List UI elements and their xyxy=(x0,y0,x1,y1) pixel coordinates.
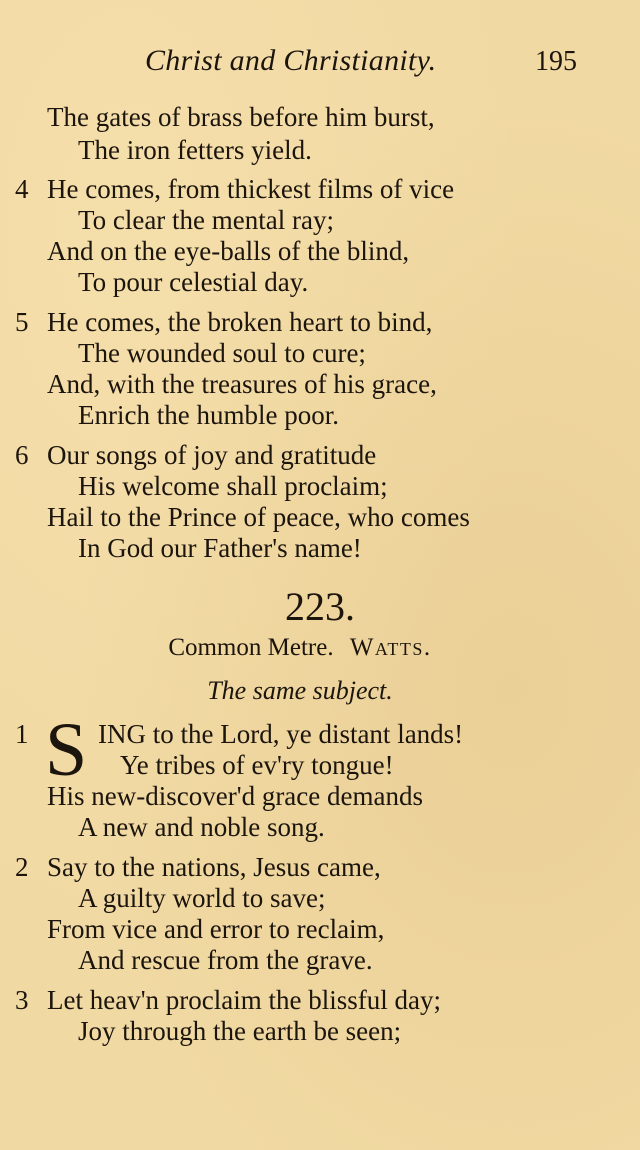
verse-line: Let heav'n proclaim the blissful day; xyxy=(47,985,442,1015)
stanza-number: 3 xyxy=(15,985,29,1015)
stanza-number: 2 xyxy=(15,852,29,882)
hymn-number: 223. xyxy=(285,584,355,629)
stanza-number: 1 xyxy=(15,719,29,749)
verse-line: Hail to the Prince of peace, who comes xyxy=(47,502,470,532)
running-header xyxy=(0,44,640,84)
verse-line: A guilty world to save; xyxy=(78,883,326,913)
hymn-subject: The same subject. xyxy=(207,676,393,705)
verse-line: He comes, the broken heart to bind, xyxy=(47,307,433,337)
verse-line: He comes, from thickest films of vice xyxy=(47,174,455,204)
hymn-meta xyxy=(0,632,600,664)
verse-line: And, with the treasures of his grace, xyxy=(47,369,437,399)
verse-line: His new-discover'd grace demands xyxy=(47,781,423,811)
hymn-meter: Common Metre. xyxy=(168,634,334,661)
hymn-author: Watts. xyxy=(349,634,432,661)
verse-line: Ye tribes of ev'ry tongue! xyxy=(120,750,394,780)
verse-line: Enrich the humble poor. xyxy=(78,400,339,430)
verse-line: The wounded soul to cure; xyxy=(78,338,366,368)
stanza-number: 4 xyxy=(15,174,29,204)
verse-line: To clear the mental ray; xyxy=(78,205,334,235)
verse-line: And rescue from the grave. xyxy=(78,945,373,975)
verse-line: To pour celestial day. xyxy=(78,267,309,297)
running-title: Christ and Christianity. xyxy=(145,44,437,77)
verse-line: His welcome shall proclaim; xyxy=(78,471,388,501)
drop-cap: S xyxy=(45,708,88,792)
verse-line: A new and noble song. xyxy=(78,812,325,842)
verse-line: In God our Father's name! xyxy=(78,533,362,563)
verse-line: The gates of brass before him burst, xyxy=(47,102,435,132)
verse-line: Joy through the earth be seen; xyxy=(78,1016,402,1046)
stanza-number: 5 xyxy=(15,307,29,337)
page-number: 195 xyxy=(535,46,577,77)
verse-line: From vice and error to reclaim, xyxy=(47,914,385,944)
verse-line: Our songs of joy and gratitude xyxy=(47,440,377,470)
verse-line: The iron fetters yield. xyxy=(78,135,312,165)
verse-line: ING to the Lord, ye distant lands! xyxy=(98,719,464,749)
verse-line: And on the eye-balls of the blind, xyxy=(47,236,410,266)
stanza-number: 6 xyxy=(15,440,29,470)
verse-line: Say to the nations, Jesus came, xyxy=(47,852,381,882)
